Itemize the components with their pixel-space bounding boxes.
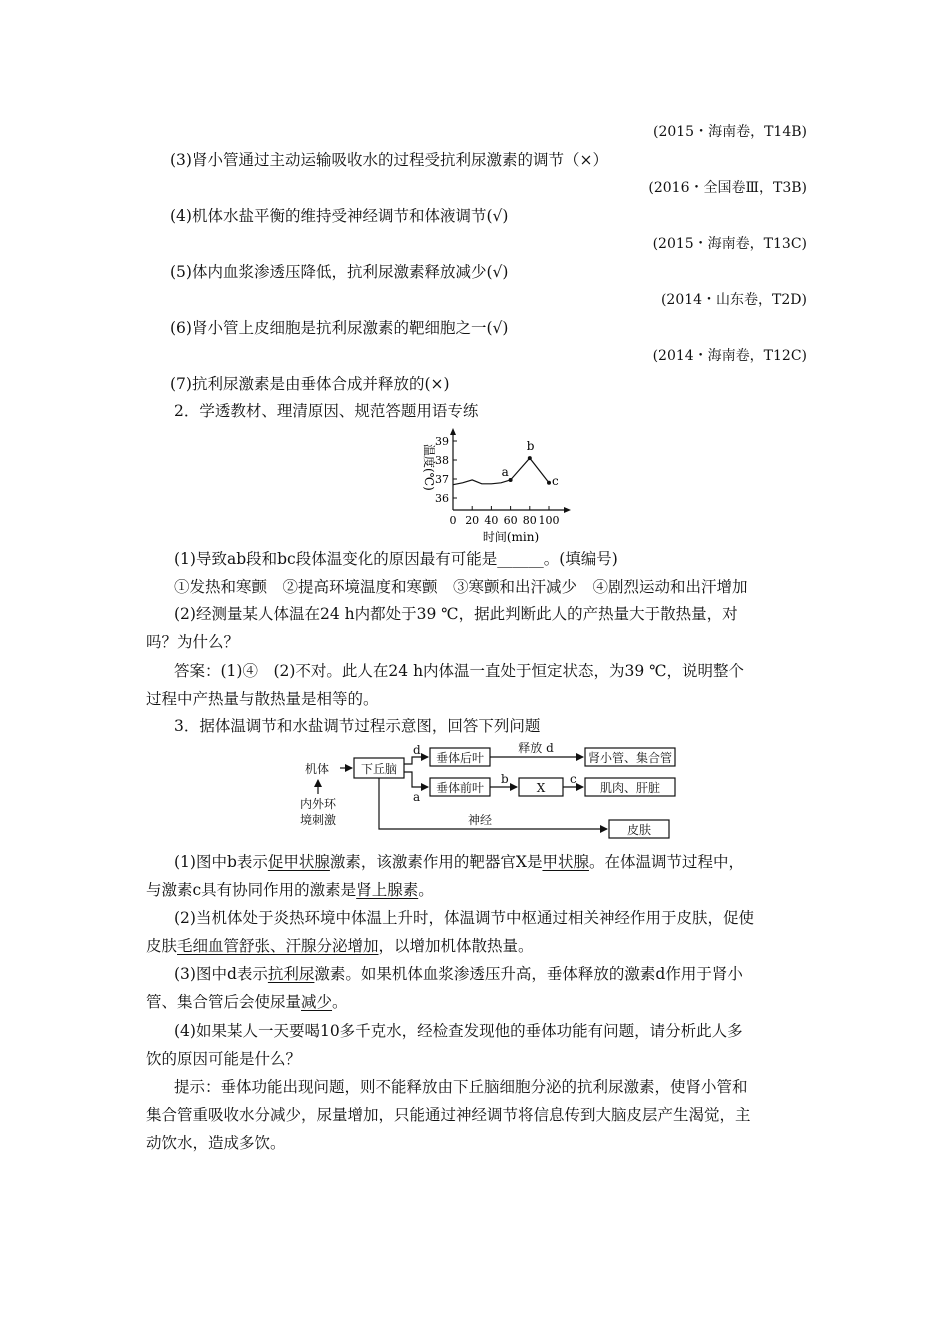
answer-line: 答案：(1)④ (2)不对。此人在24 h内体温一直处于恒定状态，为39 ℃，说明整个 <box>174 662 745 680</box>
question-2-1-options: ①发热和寒颤 ②提高环境温度和寒颤 ③寒颤和出汗减少 ④剧烈运动和出汗增加 <box>174 578 748 596</box>
question-2-1: (1)导致ab段和bc段体温变化的原因最有可能是______。(填编号) <box>174 550 618 568</box>
text: 皮肤 <box>146 937 178 955</box>
regulation-diagram <box>300 742 700 842</box>
hint-line: 提示：垂体功能出现问题，则不能释放由下丘脑细胞分泌的抗利尿激素，使肾小管和 <box>174 1078 748 1096</box>
point-a <box>509 478 513 482</box>
node-hypothalamus: 下丘脑 <box>360 762 398 776</box>
text: 。 <box>332 993 348 1011</box>
label-nerve: 神经 <box>467 813 493 827</box>
chart-axes <box>450 428 571 513</box>
label-d: d <box>413 743 421 757</box>
node-kidney: 肾小管、集合管 <box>587 751 673 765</box>
source-citation: (2016・全国卷Ⅲ，T3B) <box>648 180 807 196</box>
text: ，以增加机体散热量。 <box>378 937 534 955</box>
filled-answer: 减少 <box>301 993 333 1011</box>
text: 与激素c具有协同作用的激素是 <box>146 881 357 899</box>
answer-3-3 <box>174 963 743 985</box>
point-b <box>528 456 532 460</box>
text: (1)图中b表示 <box>174 853 268 871</box>
source-citation: (2014・海南卷，T12C) <box>652 348 807 364</box>
judgement-item-3: (3)肾小管通过主动运输吸收水的过程受抗利尿激素的调节（×） <box>170 151 608 169</box>
arrow-d <box>404 757 428 764</box>
question-2-2-cont: 吗？为什么？ <box>146 633 240 651</box>
judgement-item-4: (4)机体水盐平衡的维持受神经调节和体液调节(√) <box>170 207 509 225</box>
filled-answer: 甲状腺 <box>542 853 589 871</box>
label-b: b <box>501 772 509 786</box>
arrow-a <box>404 772 428 787</box>
x-tick-label: 20 <box>465 514 480 527</box>
y-tick-label: 37 <box>435 473 449 486</box>
question-3-4: (4)如果某人一天要喝10多千克水，经检查发现他的垂体功能有问题，请分析此人多 <box>174 1022 743 1040</box>
answer-line-cont: 过程中产热量与散热量是相等的。 <box>146 690 379 708</box>
filled-answer: 促甲状腺 <box>267 853 330 871</box>
label-release-d: 释放 d <box>518 742 554 755</box>
hint-line-cont: 集合管重吸收水分减少，尿量增加，只能通过神经调节将信息传到大脑皮层产生渴觉，主 <box>146 1106 751 1124</box>
point-label-a: a <box>501 464 509 479</box>
node-env-line1: 内外环 <box>300 797 337 811</box>
text: (3)图中d表示 <box>174 965 268 983</box>
judgement-item-6: (6)肾小管上皮细胞是抗利尿激素的靶细胞之一(√) <box>170 319 509 337</box>
point-label-b: b <box>526 439 535 454</box>
filled-answer: 肾上腺素 <box>356 881 419 899</box>
filled-answer: 抗利尿 <box>267 965 315 983</box>
section-2-heading: 2．学透教材、理清原因、规范答题用语专练 <box>174 402 479 420</box>
x-tick-label: 0 <box>449 514 457 527</box>
y-tick-label: 36 <box>435 492 449 505</box>
node-env-line2: 境刺激 <box>300 813 337 827</box>
x-tick-label: 100 <box>538 514 560 527</box>
x-axis-label: 时间(min) <box>482 530 540 544</box>
source-citation: (2014・山东卷，T2D) <box>660 292 807 308</box>
answer-3-1 <box>174 851 744 873</box>
text: 。 <box>418 881 434 899</box>
answer-3-3-cont <box>146 991 348 1013</box>
text: 激素。如果机体血浆渗透压升高，垂体释放的激素d作用于肾小 <box>314 965 743 983</box>
answer-3-2-cont <box>146 935 534 957</box>
node-x: X <box>536 781 546 795</box>
x-tick-label: 80 <box>522 514 537 527</box>
judgement-item-7: (7)抗利尿激素是由垂体合成并释放的(×) <box>170 375 450 393</box>
x-tick-label: 40 <box>484 514 499 527</box>
filled-answer: 毛细血管舒张、汗腺分泌增加 <box>177 937 379 955</box>
node-muscle-liver: 肌肉、肝脏 <box>599 781 661 795</box>
source-citation: (2015・海南卷，T14B) <box>653 124 807 140</box>
node-anterior-pituitary: 垂体前叶 <box>435 781 485 795</box>
node-skin: 皮肤 <box>626 823 652 837</box>
source-citation: (2015・海南卷，T13C) <box>652 236 807 252</box>
text: 管、集合管后会使尿量 <box>146 993 302 1011</box>
answer-3-2: (2)当机体处于炎热环境中体温上升时，体温调节中枢通过相关神经作用于皮肤，促使 <box>174 909 754 927</box>
y-axis-label: 温度(℃) <box>422 444 436 491</box>
question-2-2: (2)经测量某人体温在24 h内都处于39 ℃，据此判断此人的产热量大于散热量，对 <box>174 605 738 623</box>
text: 。在体温调节过程中， <box>588 853 744 871</box>
point-c <box>547 481 551 485</box>
point-label-c: c <box>552 473 559 488</box>
temperature-chart <box>415 424 575 548</box>
x-tick-label: 60 <box>503 514 518 527</box>
node-jiti: 机体 <box>305 762 330 776</box>
y-tick-label: 39 <box>435 435 449 448</box>
question-3-4-cont: 饮的原因可能是什么？ <box>146 1050 302 1068</box>
label-c: c <box>570 772 577 786</box>
text: 激素，该激素作用的靶器官X是 <box>329 853 543 871</box>
label-a: a <box>413 790 421 804</box>
hint-line-cont: 动饮水，造成多饮。 <box>146 1134 286 1152</box>
answer-3-1-cont <box>146 879 434 901</box>
section-3-heading: 3．据体温调节和水盐调节过程示意图，回答下列问题 <box>174 717 541 735</box>
node-posterior-pituitary: 垂体后叶 <box>435 751 485 765</box>
judgement-item-5: (5)体内血浆渗透压降低，抗利尿激素释放减少(√) <box>170 263 509 281</box>
y-tick-label: 38 <box>435 454 449 467</box>
